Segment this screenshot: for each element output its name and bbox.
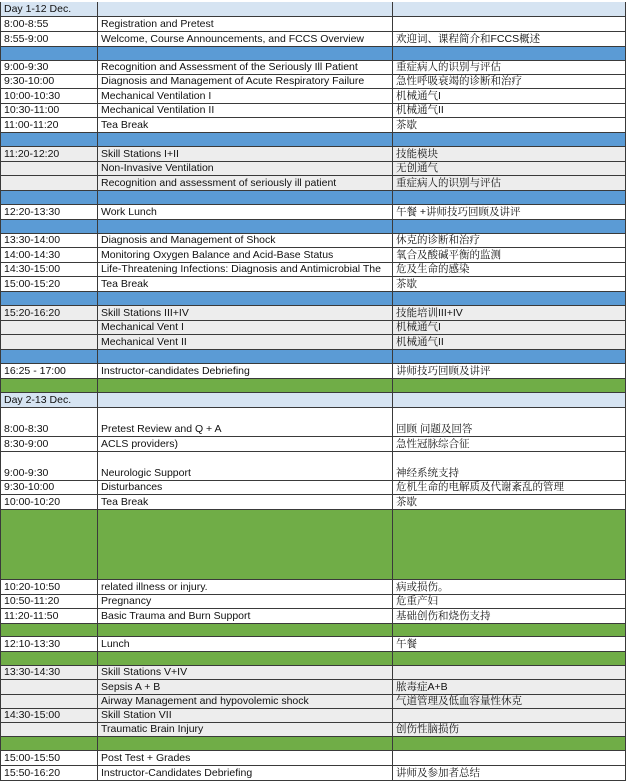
time-cell	[0, 379, 98, 393]
session-title-cell: Disturbances	[98, 481, 393, 495]
schedule-row	[0, 364, 626, 379]
schedule-row	[0, 766, 626, 781]
session-title-zh-cell: 危机生命的电解质及代谢紊乱的管理	[393, 481, 626, 495]
schedule-row	[0, 751, 626, 766]
time-cell: 13:30-14:00	[0, 234, 98, 248]
time-cell	[0, 133, 98, 147]
session-title-zh-cell: 危重产妇	[393, 595, 626, 609]
session-title-cell	[98, 350, 393, 364]
schedule-row	[0, 321, 626, 335]
session-title-zh-cell: 病或损伤。	[393, 580, 626, 595]
session-title-cell: Pregnancy	[98, 595, 393, 609]
session-title-zh-cell	[393, 709, 626, 723]
time-cell	[0, 292, 98, 306]
time-cell: 11:20-11:50	[0, 609, 98, 624]
session-title-cell: Instructor-candidates Debriefing	[98, 364, 393, 379]
time-cell	[0, 220, 98, 234]
session-title-zh-cell: 讲师及参加者总结	[393, 766, 626, 781]
session-title-zh-cell: 茶歇	[393, 118, 626, 133]
session-title-cell	[98, 220, 393, 234]
session-title-cell	[98, 133, 393, 147]
schedule-row	[0, 335, 626, 350]
session-title-cell: Work Lunch	[98, 205, 393, 220]
session-title-cell	[98, 2, 393, 17]
session-title-cell: Mechanical Vent II	[98, 335, 393, 350]
time-cell: 8:00-8:55	[0, 17, 98, 32]
session-title-cell: Life-Threatening Infections: Diagnosis and Antimicrobial The	[98, 263, 393, 277]
time-cell	[0, 695, 98, 709]
session-title-zh-cell	[393, 510, 626, 580]
session-title-zh-cell: 机械通气II	[393, 104, 626, 118]
time-cell: 10:00-10:20	[0, 495, 98, 510]
schedule-row	[0, 263, 626, 277]
session-title-zh-cell	[393, 666, 626, 680]
schedule-row	[0, 637, 626, 652]
time-cell	[0, 652, 98, 666]
time-cell: 11:00-11:20	[0, 118, 98, 133]
session-title-cell: Skill Stations III+IV	[98, 306, 393, 321]
schedule-row	[0, 162, 626, 176]
time-cell: 15:00-15:50	[0, 751, 98, 766]
session-title-zh-cell: 神经系统支持	[393, 452, 626, 481]
schedule-row	[0, 495, 626, 510]
session-title-zh-cell: 茶歇	[393, 277, 626, 292]
schedule-row	[0, 277, 626, 292]
session-title-cell	[98, 379, 393, 393]
session-title-zh-cell: 机械通气I	[393, 89, 626, 104]
time-cell: Day 1-12 Dec.	[0, 2, 98, 17]
session-title-zh-cell: 危及生命的感染	[393, 263, 626, 277]
schedule-row	[0, 104, 626, 118]
session-title-cell: Non-Invasive Ventilation	[98, 162, 393, 176]
schedule-row	[0, 709, 626, 723]
session-title-zh-cell: 脓毒症A+B	[393, 680, 626, 695]
time-cell: Day 2-13 Dec.	[0, 393, 98, 408]
day-header-row	[0, 2, 626, 17]
schedule-row	[0, 452, 626, 481]
session-title-zh-cell: 无创通气	[393, 162, 626, 176]
schedule-row	[0, 437, 626, 452]
session-title-cell: Skill Station VII	[98, 709, 393, 723]
time-cell	[0, 47, 98, 61]
separator-row	[0, 652, 626, 666]
session-title-zh-cell	[393, 133, 626, 147]
time-cell: 13:30-14:30	[0, 666, 98, 680]
day-header-row	[0, 393, 626, 408]
session-title-cell: Tea Break	[98, 495, 393, 510]
time-cell	[0, 624, 98, 637]
session-title-zh-cell: 重症病人的识别与评估	[393, 61, 626, 75]
separator-row	[0, 292, 626, 306]
session-title-zh-cell: 机械通气II	[393, 335, 626, 350]
session-title-zh-cell: 创伤性脑损伤	[393, 723, 626, 737]
session-title-zh-cell: 讲师技巧回顾及讲评	[393, 364, 626, 379]
schedule-row	[0, 580, 626, 595]
session-title-cell	[98, 737, 393, 751]
session-title-cell	[98, 191, 393, 205]
session-title-cell: Tea Break	[98, 118, 393, 133]
session-title-zh-cell: 休克的诊断和治疗	[393, 234, 626, 248]
separator-row	[0, 191, 626, 205]
time-cell: 10:30-11:00	[0, 104, 98, 118]
session-title-zh-cell: 基础创伤和烧伤支持	[393, 609, 626, 624]
session-title-cell: Monitoring Oxygen Balance and Acid-Base Status	[98, 248, 393, 263]
schedule-row	[0, 695, 626, 709]
separator-row	[0, 47, 626, 61]
session-title-cell: Skill Stations I+II	[98, 147, 393, 162]
schedule-row	[0, 595, 626, 609]
schedule-row	[0, 118, 626, 133]
schedule-row	[0, 723, 626, 737]
session-title-cell: Post Test + Grades	[98, 751, 393, 766]
schedule-row	[0, 32, 626, 47]
session-title-cell: ACLS providers)	[98, 437, 393, 452]
time-cell: 10:00-10:30	[0, 89, 98, 104]
session-title-cell: Pretest Review and Q + A	[98, 408, 393, 437]
session-title-cell	[98, 47, 393, 61]
schedule-row	[0, 306, 626, 321]
session-title-cell: Mechanical Vent I	[98, 321, 393, 335]
time-cell: 15:00-15:20	[0, 277, 98, 292]
time-cell	[0, 350, 98, 364]
session-title-cell: Sepsis A + B	[98, 680, 393, 695]
separator-row	[0, 350, 626, 364]
schedule-row	[0, 61, 626, 75]
separator-row	[0, 133, 626, 147]
time-cell: 12:20-13:30	[0, 205, 98, 220]
schedule-row	[0, 89, 626, 104]
schedule-row	[0, 248, 626, 263]
session-title-zh-cell: 技能模块	[393, 147, 626, 162]
session-title-zh-cell	[393, 47, 626, 61]
time-cell: 12:10-13:30	[0, 637, 98, 652]
session-title-cell: Neurologic Support	[98, 452, 393, 481]
schedule-row	[0, 680, 626, 695]
session-title-cell: Diagnosis and Management of Acute Respiratory Failure	[98, 75, 393, 89]
session-title-zh-cell: 重症病人的识别与评估	[393, 176, 626, 191]
session-title-cell: Mechanical Ventilation II	[98, 104, 393, 118]
time-cell: 10:50-11:20	[0, 595, 98, 609]
session-title-zh-cell	[393, 652, 626, 666]
time-cell	[0, 680, 98, 695]
separator-row	[0, 379, 626, 393]
separator-row	[0, 624, 626, 637]
schedule-row	[0, 234, 626, 248]
session-title-zh-cell: 午餐 +讲师技巧回顾及讲评	[393, 205, 626, 220]
session-title-cell: Recognition and assessment of seriously ill patient	[98, 176, 393, 191]
session-title-zh-cell: 机械通气I	[393, 321, 626, 335]
session-title-zh-cell: 急性冠脉综合征	[393, 437, 626, 452]
session-title-zh-cell: 午餐	[393, 637, 626, 652]
time-cell: 14:30-15:00	[0, 709, 98, 723]
separator-row	[0, 220, 626, 234]
time-cell: 16:25 - 17:00	[0, 364, 98, 379]
time-cell	[0, 176, 98, 191]
session-title-cell	[98, 510, 393, 580]
time-cell: 8:55-9:00	[0, 32, 98, 47]
session-title-cell: Instructor-Candidates Debriefing	[98, 766, 393, 781]
time-cell: 9:00-9:30	[0, 452, 98, 481]
session-title-cell: Traumatic Brain Injury	[98, 723, 393, 737]
time-cell: 8:30-9:00	[0, 437, 98, 452]
session-title-zh-cell: 技能培训III+IV	[393, 306, 626, 321]
session-title-zh-cell	[393, 292, 626, 306]
session-title-zh-cell	[393, 624, 626, 637]
time-cell: 15:20-16:20	[0, 306, 98, 321]
session-title-zh-cell	[393, 220, 626, 234]
session-title-zh-cell: 茶歇	[393, 495, 626, 510]
session-title-cell: Mechanical Ventilation I	[98, 89, 393, 104]
session-title-cell: Basic Trauma and Burn Support	[98, 609, 393, 624]
schedule-row	[0, 666, 626, 680]
session-title-cell: Recognition and Assessment of the Seriously Ill Patient	[98, 61, 393, 75]
time-cell: 14:30-15:00	[0, 263, 98, 277]
schedule-row	[0, 176, 626, 191]
session-title-cell: Tea Break	[98, 277, 393, 292]
session-title-zh-cell	[393, 191, 626, 205]
session-title-zh-cell: 氧合及酸碱平衡的监测	[393, 248, 626, 263]
session-title-cell: Registration and Pretest	[98, 17, 393, 32]
time-cell	[0, 335, 98, 350]
session-title-zh-cell: 急性呼吸衰竭的诊断和治疗	[393, 75, 626, 89]
schedule-row	[0, 205, 626, 220]
session-title-zh-cell: 欢迎词、课程简介和FCCS概述	[393, 32, 626, 47]
session-title-zh-cell	[393, 737, 626, 751]
time-cell: 9:30-10:00	[0, 75, 98, 89]
session-title-zh-cell: 气道管理及低血容量性休克	[393, 695, 626, 709]
schedule-row	[0, 609, 626, 624]
separator-row	[0, 510, 626, 580]
session-title-zh-cell	[393, 379, 626, 393]
time-cell: 8:00-8:30	[0, 408, 98, 437]
schedule-row	[0, 481, 626, 495]
time-cell	[0, 510, 98, 580]
session-title-cell: Airway Management and hypovolemic shock	[98, 695, 393, 709]
session-title-cell: Skill Stations V+IV	[98, 666, 393, 680]
session-title-zh-cell	[393, 751, 626, 766]
time-cell: 9:30-10:00	[0, 481, 98, 495]
time-cell	[0, 162, 98, 176]
session-title-cell	[98, 393, 393, 408]
session-title-zh-cell	[393, 2, 626, 17]
session-title-zh-cell	[393, 17, 626, 32]
time-cell	[0, 723, 98, 737]
session-title-cell	[98, 652, 393, 666]
session-title-zh-cell	[393, 350, 626, 364]
session-title-cell	[98, 624, 393, 637]
session-title-cell: related illness or injury.	[98, 580, 393, 595]
session-title-zh-cell	[393, 393, 626, 408]
time-cell	[0, 321, 98, 335]
session-title-cell: Diagnosis and Management of Shock	[98, 234, 393, 248]
time-cell: 11:20-12:20	[0, 147, 98, 162]
schedule-row	[0, 17, 626, 32]
time-cell: 9:00-9:30	[0, 61, 98, 75]
schedule-row	[0, 408, 626, 437]
time-cell: 10:20-10:50	[0, 580, 98, 595]
session-title-cell	[98, 292, 393, 306]
session-title-cell: Welcome, Course Announcements, and FCCS Overview	[98, 32, 393, 47]
time-cell: 14:00-14:30	[0, 248, 98, 263]
separator-row	[0, 737, 626, 751]
session-title-cell: Lunch	[98, 637, 393, 652]
session-title-zh-cell: 回顾 问题及回答	[393, 408, 626, 437]
schedule-row	[0, 147, 626, 162]
time-cell	[0, 191, 98, 205]
time-cell	[0, 737, 98, 751]
time-cell: 15:50-16:20	[0, 766, 98, 781]
schedule-row	[0, 75, 626, 89]
